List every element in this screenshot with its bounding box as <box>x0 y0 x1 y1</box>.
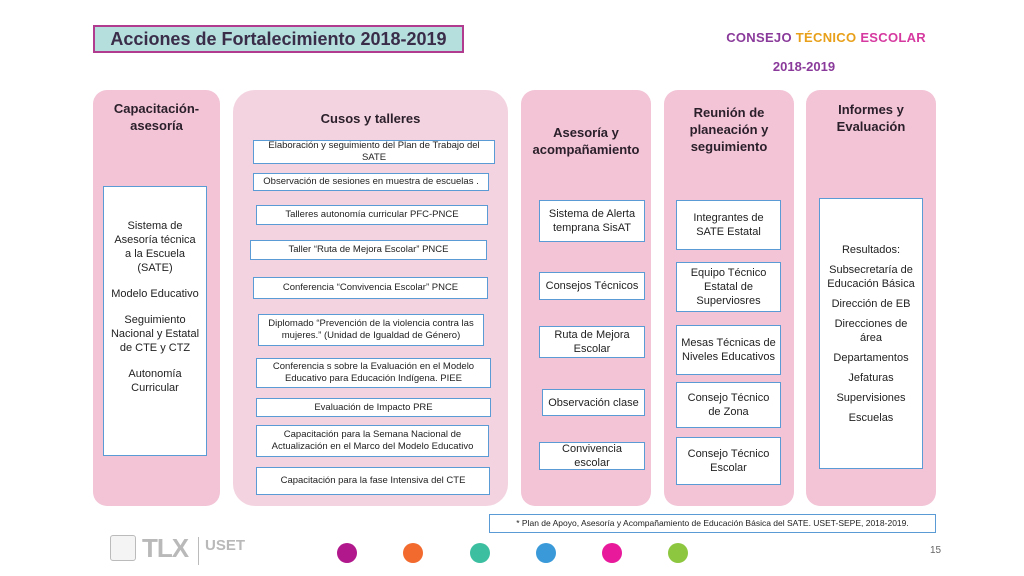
header-year: 2018-2019 <box>772 59 836 74</box>
list-item: Supervisiones <box>836 392 906 404</box>
cursos-item: Evaluación de Impacto PRE <box>256 398 491 417</box>
panel-title-reunion: Reunión de planeación y seguimiento <box>689 105 769 154</box>
header-word-tecnico: TÉCNICO <box>795 30 857 45</box>
color-dot <box>602 543 622 563</box>
list-item: Modelo Educativo <box>111 288 199 300</box>
cursos-item: Taller “Ruta de Mejora Escolar” PNCE <box>250 240 487 260</box>
logo-uset: USET <box>205 537 246 554</box>
list-item: Direcciones de área <box>834 318 908 344</box>
page-number: 15 <box>930 545 942 556</box>
cursos-item: Capacitación para la Semana Nacional de Actualización en el Marco del Modelo Educativo <box>256 425 489 457</box>
asesoria-item: Consejos Técnicos <box>539 272 645 300</box>
list-item: Autonomía Curricular <box>128 368 182 394</box>
page-title: Acciones de Fortalecimiento 2018-2019 <box>93 25 464 53</box>
list-item: Seguimiento Nacional y Estatal de CTE y CTZ <box>110 314 200 354</box>
reunion-item: Mesas Técnicas de Niveles Educativos <box>676 325 781 375</box>
panel-title-capacitacion: Capacitación- asesoría <box>113 101 200 133</box>
color-dot <box>470 543 490 563</box>
header-word-consejo: CONSEJO <box>726 30 792 45</box>
reunion-item: Consejo Técnico de Zona <box>676 382 781 428</box>
capacitacion-list <box>103 186 207 456</box>
logo-divider <box>198 537 199 565</box>
asesoria-item: Convivencia escolar <box>539 442 645 470</box>
list-item: Subsecretaría de Educación Básica <box>827 264 915 290</box>
list-item: Escuelas <box>848 412 894 424</box>
list-item: Sistema de Asesoría técnica a la Escuela (SATE) <box>114 220 196 274</box>
panel-title-asesoria: Asesoría y acompañamiento <box>532 125 640 157</box>
asesoria-item: Ruta de Mejora Escolar <box>539 326 645 358</box>
asesoria-item: Observación clase <box>542 389 645 416</box>
cursos-item: Capacitación para la fase Intensiva del CTE <box>256 467 490 495</box>
cursos-item: Conferencia “Convivencia Escolar” PNCE <box>253 277 488 299</box>
cursos-item: Conferencia s sobre la Evaluación en el Modelo Educativo para Educación Indígena. PIEE <box>256 358 491 388</box>
list-item: Resultados: <box>841 244 901 256</box>
header-word-escolar: ESCOLAR <box>860 30 926 45</box>
reunion-item: Equipo Técnico Estatal de Superviosres <box>676 262 781 312</box>
cursos-item: Elaboración y seguimiento del Plan de Trabajo del SATE <box>253 140 495 164</box>
color-dot <box>337 543 357 563</box>
logo-tlx: TLX <box>142 533 189 563</box>
cursos-item: Talleres autonomía curricular PFC-PNCE <box>256 205 488 225</box>
panel-title-informes: Informes y Evaluación <box>836 102 906 134</box>
seal-icon <box>110 535 136 561</box>
list-item: Departamentos <box>833 352 909 364</box>
asesoria-item: Sistema de Alerta temprana SisAT <box>539 200 645 242</box>
cursos-item: Observación de sesiones en muestra de escuelas . <box>253 173 489 191</box>
informes-list <box>819 198 923 469</box>
panel-title-cursos: Cusos y talleres <box>320 111 421 126</box>
footnote: * Plan de Apoyo, Asesoría y Acompañamiento de Educación Básica del SATE. USET-SEPE, 2018-2019. <box>489 514 936 533</box>
header-consejo <box>726 30 926 45</box>
reunion-item: Integrantes de SATE Estatal <box>676 200 781 250</box>
color-dot <box>536 543 556 563</box>
color-dot <box>403 543 423 563</box>
list-item: Jefaturas <box>848 372 894 384</box>
logo <box>110 533 310 569</box>
list-item: Dirección de EB <box>831 298 911 310</box>
color-dot <box>668 543 688 563</box>
cursos-item: Diplomado “Prevención de la violencia contra las mujeres.” (Unidad de Igualdad de Género) <box>258 314 484 346</box>
reunion-item: Consejo Técnico Escolar <box>676 437 781 485</box>
